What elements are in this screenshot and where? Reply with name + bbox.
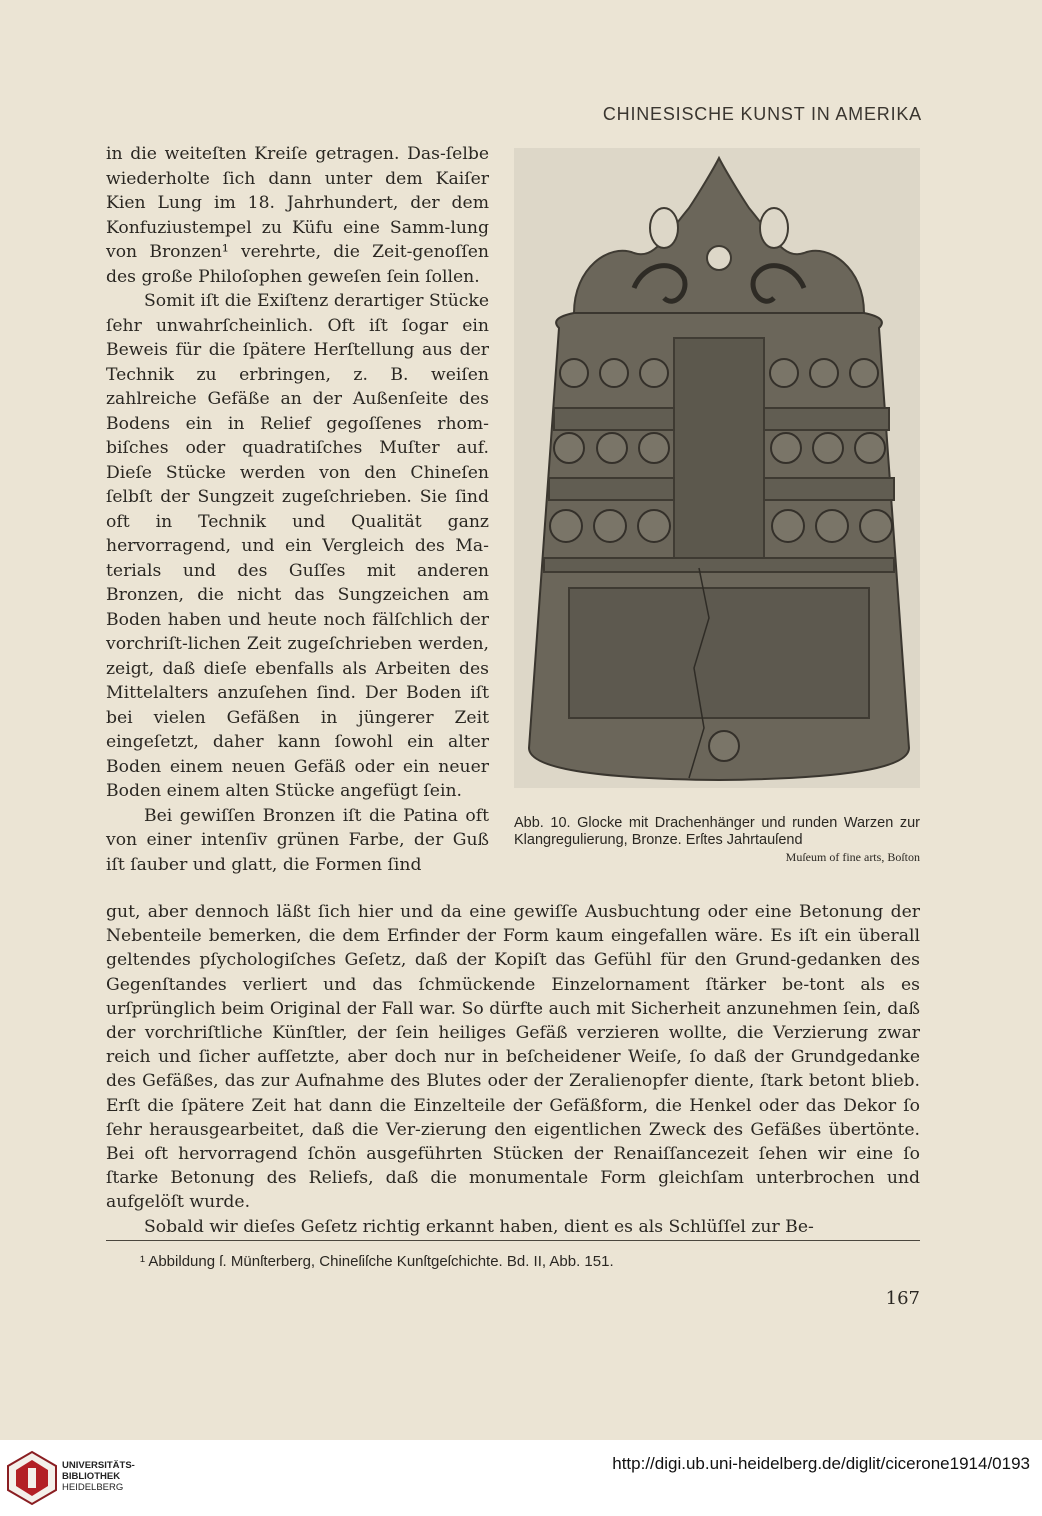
footnote: ¹ Abbildung ſ. Münſterberg, Chineſiſche Kunſtgeſchichte. Bd. II, Abb. 151. <box>140 1253 614 1270</box>
full-width-text <box>106 900 920 1239</box>
library-line: HEIDELBERG <box>62 1482 124 1493</box>
library-name <box>62 1460 135 1493</box>
paragraph: gut, aber dennoch läßt ſich hier und da eine gewiſſe Ausbuchtung oder eine Betonung der Nebenteile bemerken, die dem Erfinder der Form kaum eingefallen wäre. Es iſt ein überall geltendes pſychologiſches Geſetz, daß der Kopiſt das Gefühl für den Grund-gedanken des Gegenſtandes verliert und das ſchmückende Einzelornament ſtärker be-tont als es urſprünglich beim Original der Fall war. So dürfte auch mit Sicherheit anzunehmen ſein, daß der vorchriſtliche Künſtler, der ſein heiliges Gefäß verzieren wollte, die Verzierung zwar reich und ſicher aufſetzte, aber doch nur in beſcheidener Weiſe, ſo daß der Grundgedanke des Gefäßes, das zur Aufnahme des Blutes oder der Zeralienopfer diente, ſtark betont blieb. Erſt die ſpätere Zeit hat dann die Einzelteile der Gefäßform, die Henkel oder das Dekor ſo ſehr herausgearbeitet, daß die Ver-zierung den eigentlichen Zweck des Gefäßes übertönte. Bei oft hervorragend ſchön ausgeführten Stücken der Renaiſſancezeit ſehen wir eine ſo ſtarke Betonung des Reliefs, daß die monumentale Form gleichſam unterbrochen und aufgelöſt wurde. <box>106 902 920 1213</box>
caption-credit: Muſeum of fine arts, Boſton <box>785 850 920 864</box>
running-head: CHINESISCHE KUNST IN AMERIKA <box>602 104 922 124</box>
paragraph: Sobald wir dieſes Geſetz richtig erkannt haben, dient es als Schlüſſel zur Be- <box>144 1216 814 1237</box>
source-url-link[interactable]: http://digi.ub.uni-heidelberg.de/diglit/cicerone1914/0193 <box>612 1454 1030 1473</box>
library-line: UNIVERSITÄTS- <box>62 1460 135 1471</box>
library-seal-icon <box>6 1450 58 1506</box>
bronze-bell-illustration <box>514 148 920 788</box>
paragraph: Bei gewiſſen Bronzen iſt die Patina oft von einer intenſiv grünen Farbe, der Guß iſt ſauber und glatt, die Formen ſind <box>106 805 489 875</box>
paragraph: in die weiteſten Kreiſe getragen. Das-ſelbe wiederholte ſich dann unter dem Kaiſer Kien Lung im 18. Jahrhundert, der dem Konfuziustempel zu Küfu eine Samm-lung von Bronzen¹ verehrte, die Zeit-genoſſen des große Philoſophen geweſen ſein ſollen. <box>106 144 489 287</box>
library-footer <box>0 1440 1042 1516</box>
center-panel <box>674 338 764 558</box>
page-number: 167 <box>885 1288 920 1309</box>
footnote-rule <box>106 1240 920 1241</box>
paragraph: Somit iſt die Exiſtenz derartiger Stücke ſehr unwahrſcheinlich. Oft iſt ſogar ein Beweis für die ſpätere Herſtellung aus der Technik zu erbringen, z. B. weiſen zahlreiche Gefäße an der Außenſeite des Bodens ein in Relief gegoſſenes rhom-biſches oder quadratiſches Muſter auf. Dieſe Stücke werden von den Chineſen ſelbſt der Sungzeit zugeſchrieben. Sie ſind oft in Technik und Qualität ganz hervorragend, und ein Vergleich des Ma-terials und des Guſſes mit anderen Bronzen, die nicht das Sungzeichen am Boden haben und heute noch fälſchlich der vorchriſt-lichen Zeit zugeſchrieben werden, zeigt, daß dieſe ebenfalls als Arbeiten des Mittelalters anzuſehen ſind. Der Boden iſt bei vielen Gefäßen in jüngerer Zeit eingeſetzt, daher kann ſowohl ein alter Boden einem neuen Gefäß oder ein neuer Boden einem alten Stücke angefügt ſein. <box>106 291 489 801</box>
library-line: BIBLIOTHEK <box>62 1471 121 1482</box>
caption-text: Abb. 10. Glocke mit Drachenhänger und runden Warzen zur Klangregulierung, Bronze. Erſtes Jahrtauſend <box>514 815 920 848</box>
bell-figure <box>514 148 920 788</box>
column-text <box>106 142 489 877</box>
figure-caption <box>514 815 920 866</box>
